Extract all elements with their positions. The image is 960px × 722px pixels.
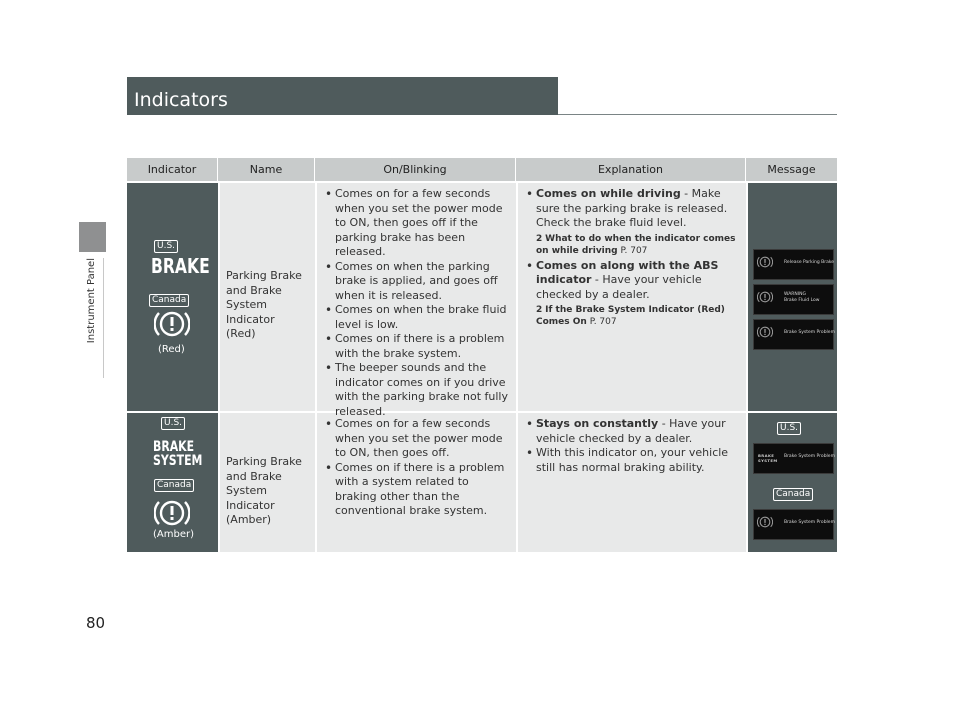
us-tag: U.S.	[154, 240, 178, 253]
brake-warning-icon	[757, 290, 773, 304]
us-tag: U.S.	[777, 422, 801, 435]
brake-warning-icon	[757, 255, 773, 269]
brake-system-symbol: BRAKE SYSTEM	[153, 439, 203, 469]
header-name: Name	[218, 158, 315, 181]
canada-tag: Canada	[773, 488, 813, 501]
brake-symbol: BRAKE	[151, 254, 210, 278]
list-item: • Comes on when the brake fluid level is low.	[321, 303, 512, 332]
list-item: • Comes on for a few seconds when you set the power mode to ON, then goes off if the parking brake has been released.	[321, 187, 512, 260]
name-line: System Indicator	[226, 298, 275, 326]
message-screen	[753, 509, 834, 540]
list-item: • Stays on constantly - Have your vehicle checked by a dealer.	[522, 417, 742, 446]
canada-tag: Canada	[149, 294, 189, 307]
us-tag: U.S.	[161, 417, 185, 430]
reference-arrow-icon: 2	[536, 233, 543, 244]
name-cell	[218, 183, 315, 411]
message-text: Release Parking Brake	[784, 260, 835, 265]
brake-warning-icon	[154, 497, 190, 529]
section-label: Instrument Panel	[85, 258, 97, 344]
header-explanation: Explanation	[516, 158, 746, 181]
message-screen	[753, 249, 834, 280]
cross-reference[interactable]: 2 If the Brake System Indicator (Red) Comes On P. 707	[536, 305, 725, 327]
list-item: • Comes on for a few seconds when you set the power mode to ON, then goes off.	[321, 417, 512, 461]
canada-tag: Canada	[154, 479, 194, 492]
name-line: Parking Brake	[226, 455, 302, 468]
indicator-color-label: (Red)	[158, 344, 185, 355]
message-text: Brake System Problem	[784, 330, 835, 335]
cross-reference[interactable]: 2 What to do when the indicator comes on while driving P. 707	[536, 233, 736, 256]
name-line: (Red)	[226, 327, 256, 340]
brake-warning-icon	[757, 325, 773, 339]
name-line: Parking Brake	[226, 269, 302, 282]
message-cell	[746, 183, 837, 411]
list-item: • With this indicator on, your vehicle still has normal braking ability.	[522, 446, 742, 475]
mini-brake-icon: BRAKE SYSTEM	[758, 453, 778, 463]
section-tab-marker	[79, 222, 106, 252]
name-line: System Indicator	[226, 484, 275, 512]
message-screen	[753, 319, 834, 350]
list-item: • Comes on while driving - Make sure the parking brake is released. Check the brake fluid level.	[522, 187, 742, 231]
reference-arrow-icon: 2	[536, 305, 543, 315]
message-screen	[753, 284, 834, 315]
table-row	[127, 413, 837, 552]
message-text: Brake System Problem	[784, 454, 835, 459]
indicator-cell	[127, 183, 218, 411]
message-text: Brake System Problem	[784, 520, 835, 525]
indicator-cell	[127, 413, 218, 552]
message-screen	[753, 443, 834, 474]
header-message: Message	[767, 163, 816, 176]
list-item: • Comes on if there is a problem with a system related to braking other than the conventional brake system.	[321, 461, 512, 519]
page-title: Indicators	[127, 77, 558, 115]
explanation-cell	[516, 183, 746, 411]
list-item: • The beeper sounds and the indicator comes on if you drive with the parking brake not fully released.	[321, 361, 512, 419]
brake-warning-icon	[757, 515, 773, 529]
indicators-table	[127, 158, 837, 552]
name-line: (Amber)	[226, 513, 272, 526]
title-underline	[558, 114, 837, 115]
list-item: • Comes on when the parking brake is applied, and goes off when it is released.	[321, 260, 512, 304]
section-divider	[103, 258, 104, 378]
name-cell	[218, 413, 315, 552]
list-item: • Comes on if there is a problem with the brake system.	[321, 332, 512, 361]
list-item: • Comes on along with the ABS indicator - Have your vehicle checked by a dealer.	[522, 259, 742, 303]
table-row	[127, 183, 837, 418]
explanation-cell	[516, 413, 746, 552]
name-line: and Brake	[226, 283, 282, 297]
indicator-color-label: (Amber)	[153, 529, 194, 540]
on-blinking-cell	[315, 413, 516, 552]
page-number: 80	[86, 614, 106, 632]
message-cell	[746, 413, 837, 552]
table-header	[127, 158, 837, 181]
header-indicator: Indicator	[127, 158, 218, 181]
on-blinking-cell	[315, 183, 516, 418]
brake-warning-icon	[154, 308, 190, 340]
message-text: WARNING Brake Fluid Low	[784, 292, 820, 303]
name-line: and Brake	[226, 469, 282, 483]
header-on-blinking: On/Blinking	[315, 158, 516, 181]
